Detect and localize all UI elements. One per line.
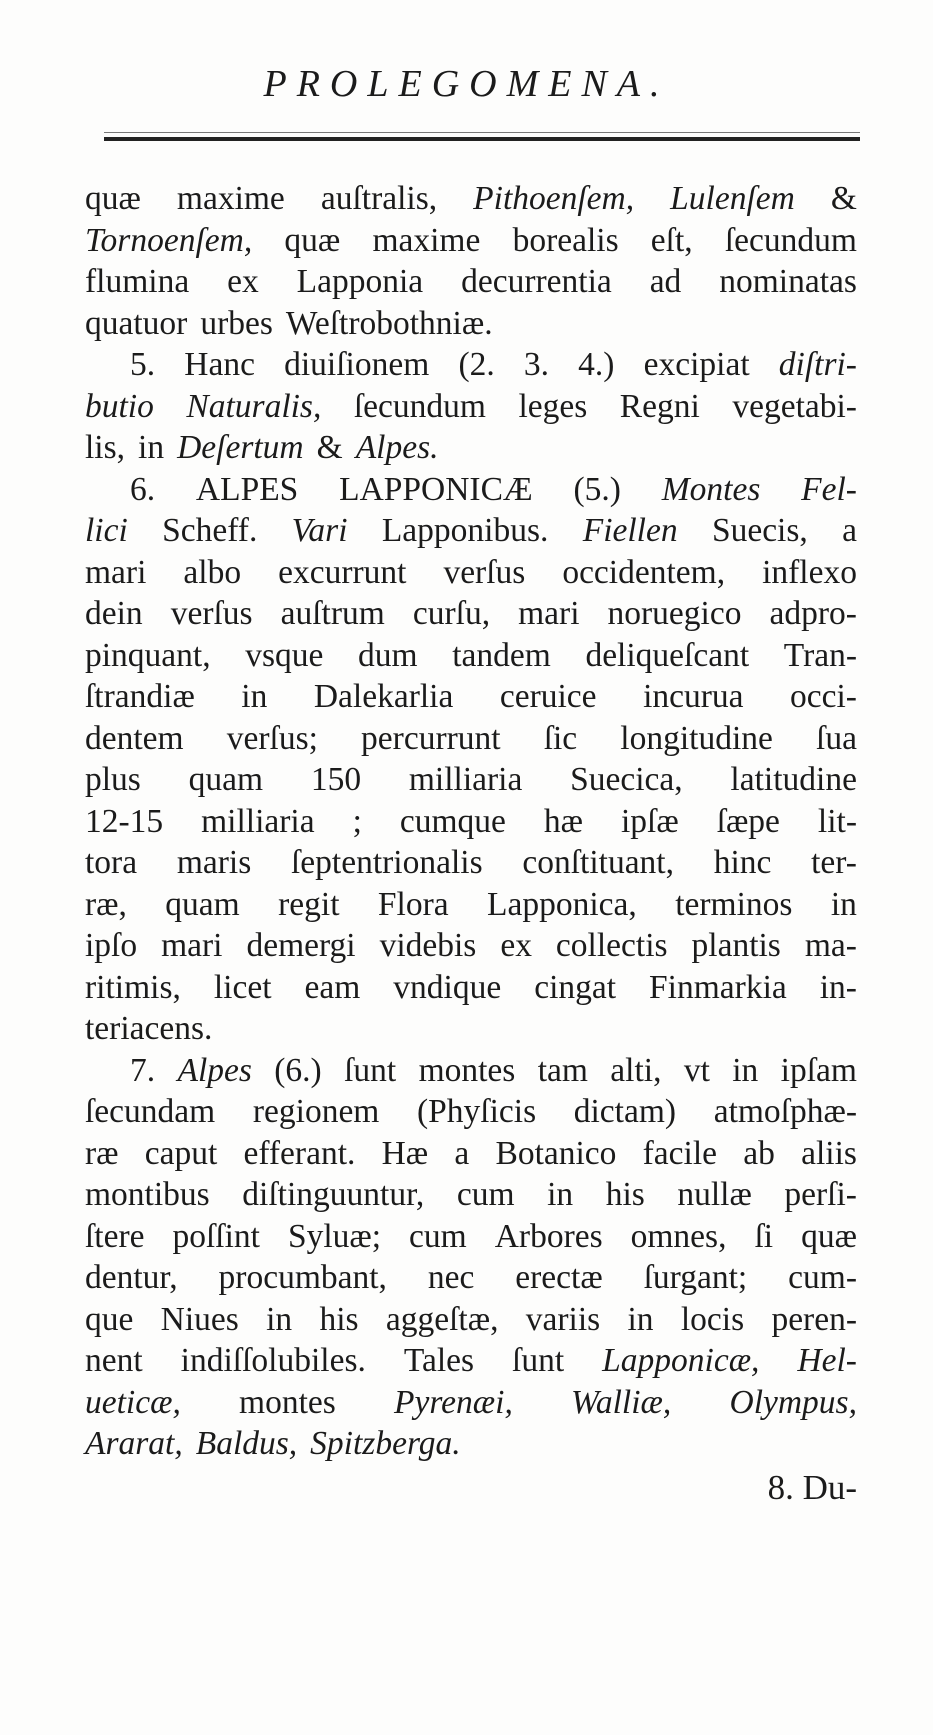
word: Walliæ, [571, 1383, 672, 1421]
word: nent [85, 1342, 143, 1379]
word: curſu, [412, 595, 491, 632]
word: omnes, [630, 1217, 727, 1255]
word: Hæ [381, 1134, 429, 1172]
word: auſtrum [280, 595, 385, 632]
word: ſunt [344, 1051, 397, 1089]
word: lit- [817, 802, 857, 840]
word: in [830, 885, 857, 923]
word: dentem [85, 719, 184, 757]
word: diſtri- [778, 346, 857, 383]
word: locis [680, 1300, 745, 1338]
word: hæ [543, 802, 583, 840]
word: (2. [458, 346, 495, 383]
text-line [85, 344, 857, 386]
text-line [85, 801, 857, 843]
word: mari [161, 927, 223, 964]
word: dum [358, 636, 418, 674]
word: occi- [790, 678, 857, 715]
word: longitudine [620, 719, 773, 757]
word: verſus [443, 553, 526, 591]
word: ſi [754, 1217, 774, 1255]
word: ſtrandiæ [85, 678, 195, 715]
word: ipſam [780, 1051, 857, 1089]
word: licet [213, 968, 272, 1006]
word: Baldus, [195, 1425, 298, 1462]
text-line [85, 303, 857, 345]
word: verſus; [226, 719, 318, 757]
word: milliaria [408, 761, 523, 798]
word: nullæ [677, 1176, 752, 1213]
word: pinquant, [85, 636, 211, 674]
word: quatuor [85, 304, 188, 342]
word: Tornoenſem, [85, 221, 253, 259]
text-line [85, 593, 857, 635]
word: nominatas [719, 263, 857, 300]
word: ex [227, 263, 259, 300]
word: collectis [555, 927, 668, 964]
word: plus [85, 761, 141, 798]
header-rule [104, 137, 860, 141]
word: Fel- [801, 470, 857, 508]
word: quæ [284, 221, 341, 259]
word: Lapponia [296, 263, 424, 300]
word: diſtinguuntur, [242, 1176, 425, 1213]
word: excurrunt [278, 553, 407, 591]
word: noruegico [607, 595, 742, 632]
word: vndique [393, 968, 502, 1006]
word: Vari [291, 512, 348, 549]
word: Alpes [177, 1051, 252, 1089]
word: montes [418, 1051, 516, 1089]
word: & [830, 180, 857, 217]
word: Pithoenſem, [473, 180, 635, 217]
word: Botanico [495, 1134, 617, 1172]
word: Suecis, [711, 512, 808, 549]
word: a [842, 512, 857, 549]
word: LAPPONICÆ [339, 470, 533, 508]
word: (Phyſicis [417, 1093, 537, 1130]
word: 6. [130, 470, 156, 508]
word: 12-15 [85, 802, 164, 840]
word: Montes [661, 470, 761, 508]
word: 3. [523, 346, 549, 383]
word: mari [518, 595, 580, 632]
word: maris [176, 844, 252, 881]
word: aggeſtæ, [385, 1300, 499, 1338]
word: ſic [543, 719, 578, 757]
word: variis [525, 1300, 601, 1338]
word: ſæpe [716, 802, 780, 840]
word: ALPES [195, 470, 299, 508]
word: Deſertum [177, 429, 304, 466]
word: montibus [85, 1176, 210, 1213]
word: in [266, 1300, 293, 1338]
text-line [85, 676, 857, 718]
word: dictam) [573, 1093, 677, 1130]
word: ſurgant; [643, 1259, 748, 1296]
word: ſua [816, 719, 857, 757]
word: Syluæ; [287, 1217, 382, 1255]
word: ræ [85, 1134, 119, 1172]
word: ſecundam [85, 1093, 216, 1130]
word: Spitzberga. [310, 1425, 461, 1462]
word: in [241, 678, 268, 715]
word: vegetabi- [732, 387, 857, 425]
text-line [85, 925, 857, 967]
word: ex [500, 927, 532, 964]
body-text [85, 178, 857, 1465]
word: Fiellen [582, 512, 678, 549]
word: Alpes. [355, 429, 439, 466]
word: Hel- [797, 1342, 857, 1379]
header-rule-thin [104, 132, 860, 133]
word: in [627, 1300, 654, 1338]
text-line [85, 718, 857, 760]
word: Lapponica, [487, 885, 637, 923]
text-line [85, 1299, 857, 1341]
word: teriacens. [85, 1010, 213, 1047]
text-line [85, 759, 857, 801]
running-head: PROLEGOMENA. [263, 63, 670, 105]
word: Suecica, [570, 761, 683, 798]
text-line [85, 1382, 857, 1424]
word: diuiſionem [284, 346, 430, 383]
word: Pyrenæi, [394, 1383, 513, 1421]
word: adpro- [769, 595, 857, 632]
word: albo [183, 553, 242, 591]
word: alti, [610, 1051, 662, 1089]
word: cingat [534, 968, 617, 1006]
text-line [85, 1216, 857, 1258]
word: quam [165, 885, 240, 923]
word: procumbant, [218, 1259, 387, 1296]
word: eſt, [650, 221, 693, 259]
word: demergi [246, 927, 356, 964]
text-line [85, 427, 857, 469]
word: Finmarkia [649, 968, 787, 1006]
word: Lulenſem [670, 180, 795, 217]
word: decurrentia [461, 263, 612, 300]
word: Dalekarlia [313, 678, 454, 715]
word: in [547, 1176, 574, 1213]
text-line [85, 469, 857, 511]
word: percurrunt [361, 719, 501, 757]
text-line [85, 1423, 857, 1465]
word: vsque [245, 636, 324, 674]
word: ſtere [85, 1217, 145, 1255]
word: ſeptentrionalis [290, 844, 483, 881]
word: (5.) [573, 470, 621, 508]
word: quam [188, 761, 264, 798]
word: poſſint [172, 1217, 260, 1255]
word: excipiat [643, 346, 750, 383]
word: Olympus, [729, 1383, 857, 1421]
word: ræ, [85, 885, 127, 923]
word: (6.) [274, 1051, 322, 1089]
word: ritimis, [85, 968, 181, 1006]
text-line [85, 1050, 857, 1092]
text-line [85, 1008, 857, 1050]
text-line [85, 1091, 857, 1133]
word: Lapponibus. [381, 512, 549, 549]
word: ſecundum [724, 221, 857, 259]
word: Hanc [184, 346, 255, 383]
word: atmoſphæ- [713, 1093, 857, 1130]
text-line [85, 967, 857, 1009]
word: ceruice [499, 678, 597, 715]
word: a [454, 1134, 470, 1172]
word: 4.) [578, 346, 615, 383]
word: erectæ [515, 1259, 603, 1296]
word: ipſæ [620, 802, 679, 840]
word: cum [456, 1176, 515, 1213]
text-line [85, 884, 857, 926]
word: tora [85, 844, 138, 881]
text-line [85, 220, 857, 262]
word: Regni [619, 387, 700, 425]
word: his [319, 1300, 359, 1338]
word: Naturalis, [186, 387, 322, 425]
word: plantis [691, 927, 781, 964]
word: ma- [804, 927, 857, 964]
word: Tales [403, 1342, 475, 1379]
text-line [85, 261, 857, 303]
word: Flora [377, 885, 449, 923]
word: lici [85, 512, 128, 549]
text-line [85, 552, 857, 594]
word: incurua [643, 678, 744, 715]
word: ueticæ, [85, 1383, 181, 1421]
word: cum- [788, 1259, 857, 1296]
word: in [732, 1051, 759, 1089]
word: indiſſolubiles. [180, 1342, 366, 1379]
text-line [85, 510, 857, 552]
word: cum [409, 1217, 467, 1255]
word: tam [537, 1051, 588, 1089]
word: regit [278, 885, 340, 923]
word: caput [144, 1134, 218, 1172]
word: inflexo [762, 553, 857, 591]
word: Arbores [494, 1217, 603, 1255]
word: lis, [85, 429, 126, 466]
text-line [85, 842, 857, 884]
text-line [85, 1174, 857, 1216]
word: aliis [801, 1134, 857, 1172]
word: efferant. [243, 1134, 356, 1172]
word: dentur, [85, 1259, 178, 1296]
word: ipſo [85, 927, 138, 964]
catchword: 8. Du- [767, 1468, 857, 1507]
word: vt [683, 1051, 710, 1089]
word: Weſtrobothniæ. [285, 304, 493, 342]
word: cumque [399, 802, 506, 840]
word: hinc [713, 844, 772, 881]
word: milliaria [201, 802, 315, 840]
word: auſtralis, [320, 180, 438, 217]
word: mari [85, 553, 147, 591]
word: leges [518, 387, 588, 425]
word: Ararat, [85, 1425, 183, 1462]
word: tandem [452, 636, 551, 674]
word: deliqueſcant [585, 636, 750, 674]
text-line [85, 635, 857, 677]
word: peren- [771, 1300, 857, 1338]
word: terminos [675, 885, 793, 923]
word: Niues [160, 1300, 239, 1338]
word: quæ [85, 180, 141, 217]
word: verſus [170, 595, 253, 632]
word: 5. [130, 346, 156, 383]
word: dein [85, 595, 143, 632]
word: flumina [85, 263, 190, 300]
word: ſecundum [353, 387, 486, 425]
word: latitudine [730, 761, 857, 798]
word: que [85, 1300, 134, 1338]
word: ter- [811, 844, 857, 881]
word: perſi- [784, 1176, 857, 1213]
text-line [85, 1340, 857, 1382]
word: ſunt [512, 1342, 565, 1379]
word: Tran- [783, 636, 857, 674]
word: ad [649, 263, 682, 300]
text-line [85, 178, 857, 220]
word: ab [743, 1134, 775, 1172]
text-line [85, 1257, 857, 1299]
word: regionem [252, 1093, 380, 1130]
word: facile [642, 1134, 718, 1172]
text-line [85, 1133, 857, 1175]
word: his [605, 1176, 645, 1213]
word: 150 [310, 761, 362, 798]
word: videbis [379, 927, 477, 964]
word: borealis [512, 221, 619, 259]
text-line [85, 386, 857, 428]
word: montes [239, 1383, 336, 1421]
word: maxime [372, 221, 481, 259]
word: conſtituant, [522, 844, 674, 881]
word: 7. [130, 1051, 156, 1089]
word: eam [304, 968, 361, 1006]
word: nec [427, 1259, 475, 1296]
word: in- [819, 968, 857, 1006]
word: butio [85, 387, 154, 425]
word: maxime [176, 180, 285, 217]
word: ; [352, 802, 362, 840]
word: & [316, 429, 343, 466]
word: Lapponicæ, [602, 1342, 760, 1379]
word: Scheff. [162, 512, 258, 549]
word: occidentem, [562, 553, 726, 591]
word: urbes [200, 304, 273, 342]
word: in [138, 429, 165, 466]
word: quæ [801, 1217, 857, 1255]
